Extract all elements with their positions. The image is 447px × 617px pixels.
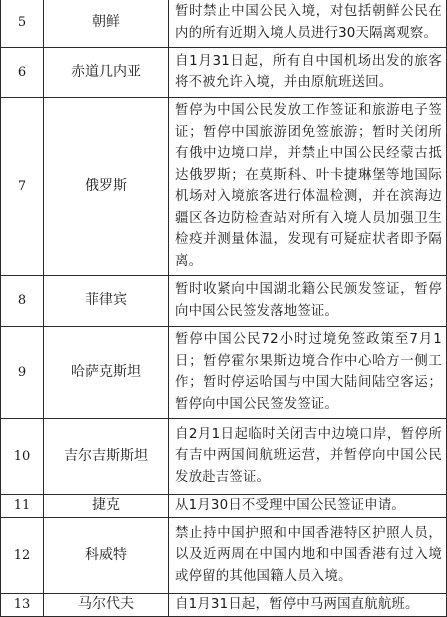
row-number: 13 bbox=[1, 594, 44, 617]
row-number: 10 bbox=[1, 419, 44, 495]
measure-text: 自2月1日起临时关闭吉中边境口岸，暂停所有吉中两国间航班运营，并暂停向中国公民发放赴吉签证。 bbox=[169, 419, 447, 495]
table-row bbox=[1, 48, 447, 98]
country-name: 朝鲜 bbox=[44, 0, 169, 48]
country-name: 捷克 bbox=[44, 495, 169, 518]
table-row bbox=[1, 518, 447, 594]
country-name: 马尔代夫 bbox=[44, 594, 169, 617]
table-row bbox=[1, 594, 447, 617]
country-name: 吉尔吉斯斯坦 bbox=[44, 419, 169, 495]
row-number: 8 bbox=[1, 276, 44, 327]
table-row bbox=[1, 495, 447, 518]
country-name: 科威特 bbox=[44, 518, 169, 594]
measure-text: 自1月31日起，暂停中马两国直航航班。 bbox=[169, 594, 447, 617]
table-row bbox=[1, 276, 447, 327]
row-number: 5 bbox=[1, 0, 44, 48]
row-number: 7 bbox=[1, 98, 44, 276]
measure-text: 暂时收紧向中国湖北籍公民颁发签证，暂停向中国公民签发落地签证。 bbox=[169, 276, 447, 327]
measure-text: 暂时禁止中国公民入境，对包括朝鲜公民在内的所有近期入境人员进行30天隔离观察。 bbox=[169, 0, 447, 48]
table-row bbox=[1, 98, 447, 276]
row-number: 6 bbox=[1, 48, 44, 98]
row-number: 11 bbox=[1, 495, 44, 518]
table-row bbox=[1, 419, 447, 495]
row-number: 12 bbox=[1, 518, 44, 594]
table-row bbox=[1, 0, 447, 48]
country-name: 赤道几内亚 bbox=[44, 48, 169, 98]
country-name: 俄罗斯 bbox=[44, 98, 169, 276]
measure-text: 暂停中国公民72小时过境免签政策至7月1日；暂停霍尔果斯边境合作中心哈方一侧工作；暂时停运哈国与中国大陆间陆空客运；暂停向中国公民签发签证。 bbox=[169, 327, 447, 419]
country-name: 菲律宾 bbox=[44, 276, 169, 327]
measure-text: 暂停为中国公民发放工作签证和旅游电子签证；暂停中国旅游团免签旅游；暂时关闭所有俄中边境口岸，并禁止中国公民经蒙古抵达俄罗斯；在莫斯科、叶卡捷琳堡等地国际机场对入境旅客进行体温检测，并在滨海边疆区各边防检查站对所有入境人员加强卫生检疫并测量体温，发现有可疑症状者即予隔离。 bbox=[169, 98, 447, 276]
country-name: 哈萨克斯坦 bbox=[44, 327, 169, 419]
measure-text: 禁止持中国护照和中国香港特区护照人员，以及近两周在中国内地和中国香港有过入境或停留的其他国籍人员入境。 bbox=[169, 518, 447, 594]
measure-text: 自1月31日起，所有自中国机场出发的旅客将不被允许入境，并由原航班送回。 bbox=[169, 48, 447, 98]
table-row bbox=[1, 327, 447, 419]
measure-text: 从1月30日不受理中国公民签证申请。 bbox=[169, 495, 447, 518]
row-number: 9 bbox=[1, 327, 44, 419]
